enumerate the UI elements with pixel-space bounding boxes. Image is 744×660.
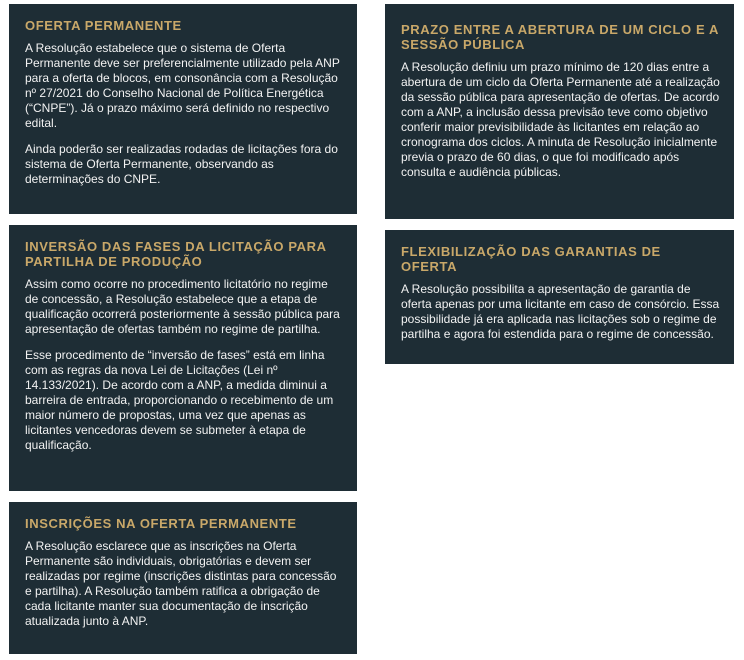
card-flexibilizacao-garantias [385, 230, 734, 364]
card-paragraph: A Resolução estabelece que o sistema de Oferta Permanente deve ser preferencialmente utilizado pela ANP para a oferta de blocos, em consonância com a Resolução nº 27/2021 do Conselho Nacional de Política Energética (“CNPE”). Já o prazo máximo será definido no respectivo edital. [25, 41, 340, 130]
card-paragraph: A Resolução esclarece que as inscrições na Oferta Permanente são individuais, obrigatórias e devem ser realizadas por regime (inscrições distintas para concessão e partilha). A Resolução também ratifica a obrigação de cada licitante manter sua documentação de inscrição atualizada junto à ANP. [25, 539, 337, 628]
card-inversao-fases [9, 225, 357, 491]
card-title: FLEXIBILIZAÇÃO DAS GARANTIAS DE OFERTA [401, 244, 661, 274]
card-paragraph: A Resolução definiu um prazo mínimo de 120 dias entre a abertura de um ciclo da Oferta Permanente até a realização da sessão pública para apresentação de ofertas. De acordo com a ANP, a inclusão dessa previsão teve como objetivo conferir maior previsibilidade às licitantes em relação ao cronograma dos ciclos. A minuta de Resolução inicialmente previa o prazo de 60 dias, o que foi modificado após consulta e audiência públicas. [401, 60, 720, 179]
card-paragraph: Ainda poderão ser realizadas rodadas de licitações fora do sistema de Oferta Permanente, observando as determinações do CNPE. [25, 142, 338, 186]
card-title: INVERSÃO DAS FASES DA LICITAÇÃO PARA PARTILHA DE PRODUÇÃO [25, 239, 327, 269]
card-prazo-ciclo [385, 4, 734, 219]
card-paragraph: A Resolução possibilita a apresentação de garantia de oferta apenas por uma licitante em caso de consórcio. Essa possibilidade já era aplicada nas licitações sob o regime de partilha e agora foi estendida para o regime de concessão. [401, 282, 720, 341]
card-paragraph: Esse procedimento de “inversão de fases” está em linha com as regras da nova Lei de Licitações (Lei nº 14.133/2021). De acordo com a ANP, a medida diminui a barreira de entrada, proporcionando o recebimento de um maior número de propostas, uma vez que apenas as licitantes vencedoras devem se submeter à etapa de qualificação. [25, 348, 334, 452]
card-title: PRAZO ENTRE A ABERTURA DE UM CICLO E A SESSÃO PÚBLICA [401, 22, 719, 52]
card-oferta-permanente [9, 4, 357, 214]
card-paragraph: Assim como ocorre no procedimento licitatório no regime de concessão, a Resolução estabelece que a etapa de qualificação ocorrerá posteriormente à sessão pública para apresentação de ofertas também no regime de partilha. [25, 277, 340, 336]
card-title: OFERTA PERMANENTE [25, 18, 182, 33]
card-title: INSCRIÇÕES NA OFERTA PERMANENTE [25, 516, 297, 531]
card-inscricoes [9, 502, 357, 654]
